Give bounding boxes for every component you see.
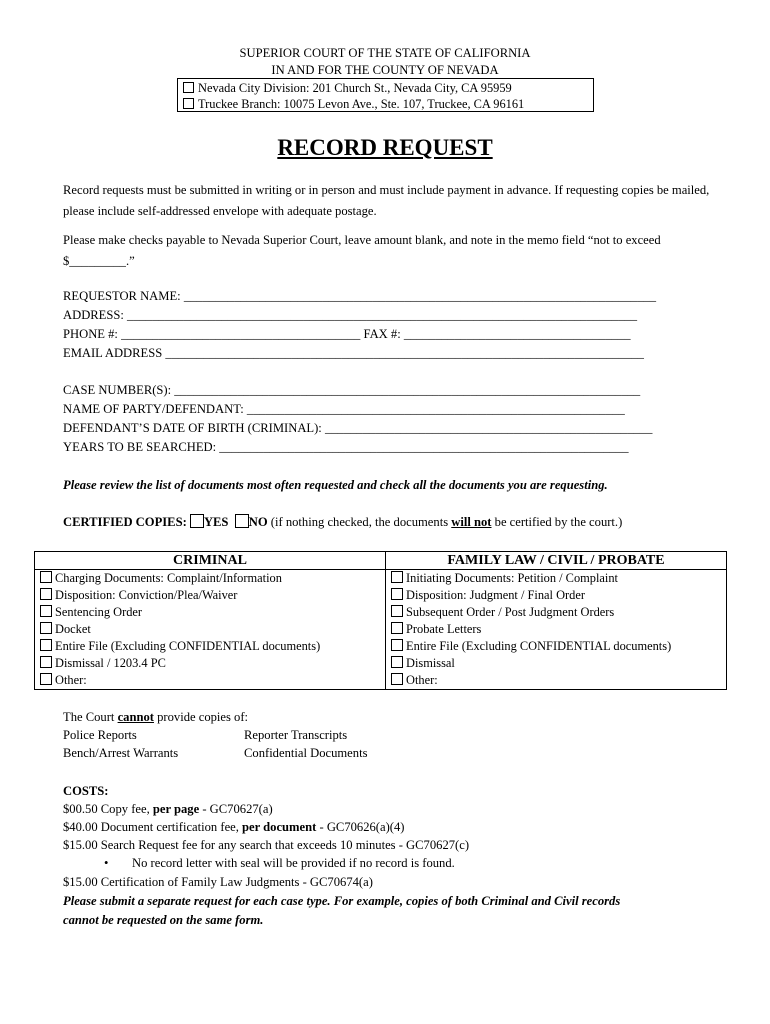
criminal-column: [35, 570, 386, 690]
cost-copy-fee: [63, 802, 273, 817]
cannot-post: provide copies of:: [153, 710, 249, 724]
division-truckee-label: Truckee Branch: 10075 Levon Ave., Ste. 107, Truckee, CA 96161: [198, 97, 525, 111]
checkbox[interactable]: [391, 656, 403, 668]
review-note: Please review the list of documents most often requested and check all the documents you are requesting.: [63, 478, 608, 492]
certified-copies-row: [63, 514, 622, 530]
family-item[interactable]: [386, 672, 726, 689]
criminal-item[interactable]: [35, 621, 385, 638]
phone-fax-field[interactable]: PHONE #: ______________________________________ FAX #: ____________________________________: [63, 327, 631, 341]
family-item[interactable]: [386, 604, 726, 621]
checkbox[interactable]: [40, 588, 52, 600]
item-label: Entire File (Excluding CONFIDENTIAL documents): [55, 639, 321, 653]
criminal-item[interactable]: [35, 655, 385, 672]
party-name-field[interactable]: NAME OF PARTY/DEFENDANT: ____________________________________________________________: [63, 402, 625, 416]
checkbox[interactable]: [40, 605, 52, 617]
family-item[interactable]: [386, 587, 726, 604]
cannot-item: Reporter Transcripts: [244, 728, 348, 742]
cost-cert-emph: per document: [242, 820, 317, 834]
cost-copy-emph: per page: [152, 802, 200, 816]
requestor-name-field[interactable]: REQUESTOR NAME: ___________________________________________________________________________: [63, 289, 657, 303]
cost-cert-post: - GC70626(a)(4): [316, 820, 405, 834]
bullet-icon: •: [104, 856, 109, 870]
item-label: Dismissal: [406, 656, 455, 670]
certified-no-checkbox[interactable]: [235, 514, 249, 528]
cannot-item: Bench/Arrest Warrants: [63, 746, 179, 760]
item-label: Subsequent Order / Post Judgment Orders: [406, 605, 615, 619]
years-searched-field[interactable]: YEARS TO BE SEARCHED: _________________________________________________________________: [63, 440, 629, 454]
item-label: Probate Letters: [406, 622, 482, 636]
cannot-emph: cannot: [117, 710, 154, 724]
division-nevada-row: [183, 81, 512, 96]
family-item[interactable]: [386, 655, 726, 672]
item-label: Disposition: Judgment / Final Order: [406, 588, 585, 602]
defendant-dob-field[interactable]: DEFENDANT’S DATE OF BIRTH (CRIMINAL): ____________________________________________________: [63, 421, 653, 435]
cost-copy-pre: $00.50 Copy fee,: [63, 802, 153, 816]
family-header: FAMILY LAW / CIVIL / PROBATE: [386, 552, 727, 570]
item-label: Entire File (Excluding CONFIDENTIAL documents): [406, 639, 672, 653]
division-nevada-label: Nevada City Division: 201 Church St., Nevada City, CA 95959: [198, 81, 512, 95]
cost-cert-pre: $40.00 Document certification fee,: [63, 820, 243, 834]
footer-note-line-1: Please submit a separate request for each case type. For example, copies of both Criminal and Civil records: [63, 894, 621, 908]
item-label: Docket: [55, 622, 91, 636]
criminal-item[interactable]: [35, 604, 385, 621]
division-selector: [177, 78, 594, 112]
certified-yes-label: YES: [203, 515, 229, 529]
item-label: Other:: [406, 673, 438, 687]
cost-copy-post: - GC70627(a): [199, 802, 273, 816]
cost-certification-fee: [63, 820, 404, 835]
address-field[interactable]: ADDRESS: _________________________________________________________________________________: [63, 308, 638, 322]
costs-heading: COSTS:: [63, 784, 109, 798]
item-label: Charging Documents: Complaint/Information: [55, 571, 282, 585]
checkbox[interactable]: [40, 571, 52, 583]
checkbox[interactable]: [391, 571, 403, 583]
checkbox[interactable]: [40, 673, 52, 685]
no-record-note: No record letter with seal will be provided if no record is found.: [132, 856, 455, 870]
criminal-header: CRIMINAL: [35, 552, 386, 570]
division-truckee-row: [183, 97, 524, 112]
criminal-item[interactable]: [35, 672, 385, 689]
checkbox[interactable]: [40, 656, 52, 668]
criminal-item[interactable]: [35, 587, 385, 604]
form-title: RECORD REQUEST: [277, 135, 493, 160]
footer-note-line-2: cannot be requested on the same form.: [63, 913, 264, 927]
certified-yes-checkbox[interactable]: [190, 514, 204, 528]
case-numbers-field[interactable]: CASE NUMBER(S): __________________________________________________________________________: [63, 383, 641, 397]
division-nevada-checkbox[interactable]: [183, 82, 194, 93]
item-label: Dismissal / 1203.4 PC: [55, 656, 166, 670]
documents-table: [34, 551, 727, 690]
checkbox[interactable]: [391, 605, 403, 617]
item-label: Other:: [55, 673, 87, 687]
cannot-provide-heading: [63, 710, 248, 725]
item-label: Sentencing Order: [55, 605, 143, 619]
checkbox[interactable]: [391, 639, 403, 651]
criminal-item[interactable]: [35, 570, 385, 587]
certified-note-pre: (if nothing checked, the documents: [270, 515, 452, 529]
cost-search-fee: $15.00 Search Request fee for any search that exceeds 10 minutes - GC70627(c): [63, 838, 470, 852]
checkbox[interactable]: [391, 673, 403, 685]
item-label: Disposition: Conviction/Plea/Waiver: [55, 588, 238, 602]
cost-family-law-cert: $15.00 Certification of Family Law Judgments - GC70674(a): [63, 875, 373, 889]
certified-copies-label: CERTIFIED COPIES:: [63, 515, 187, 529]
checkbox[interactable]: [391, 622, 403, 634]
checkbox[interactable]: [391, 588, 403, 600]
court-name: SUPERIOR COURT OF THE STATE OF CALIFORNIA: [239, 46, 531, 60]
family-column: [386, 570, 727, 690]
county-name: IN AND FOR THE COUNTY OF NEVADA: [271, 63, 499, 77]
family-item[interactable]: [386, 638, 726, 655]
family-item[interactable]: [386, 570, 726, 587]
intro-paragraph-2: Please make checks payable to Nevada Superior Court, leave amount blank, and note in the memo field “not to exceed $_________.”: [63, 233, 661, 268]
criminal-item[interactable]: [35, 638, 385, 655]
cannot-pre: The Court: [63, 710, 118, 724]
checkbox[interactable]: [40, 622, 52, 634]
cannot-item: Confidential Documents: [244, 746, 368, 760]
certified-no-label: NO: [248, 515, 268, 529]
family-item[interactable]: [386, 621, 726, 638]
intro-paragraph-1: Record requests must be submitted in writing or in person and must include payment in advance. If requesting copies be mailed, please include self-addressed envelope with adequate postage.: [63, 183, 710, 218]
certified-note-post: be certified by the court.): [491, 515, 623, 529]
checkbox[interactable]: [40, 639, 52, 651]
cannot-item: Police Reports: [63, 728, 137, 742]
certified-note-emph: will not: [451, 515, 492, 529]
item-label: Initiating Documents: Petition / Complaint: [406, 571, 619, 585]
division-truckee-checkbox[interactable]: [183, 98, 194, 109]
email-field[interactable]: EMAIL ADDRESS ____________________________________________________________________________: [63, 346, 644, 360]
